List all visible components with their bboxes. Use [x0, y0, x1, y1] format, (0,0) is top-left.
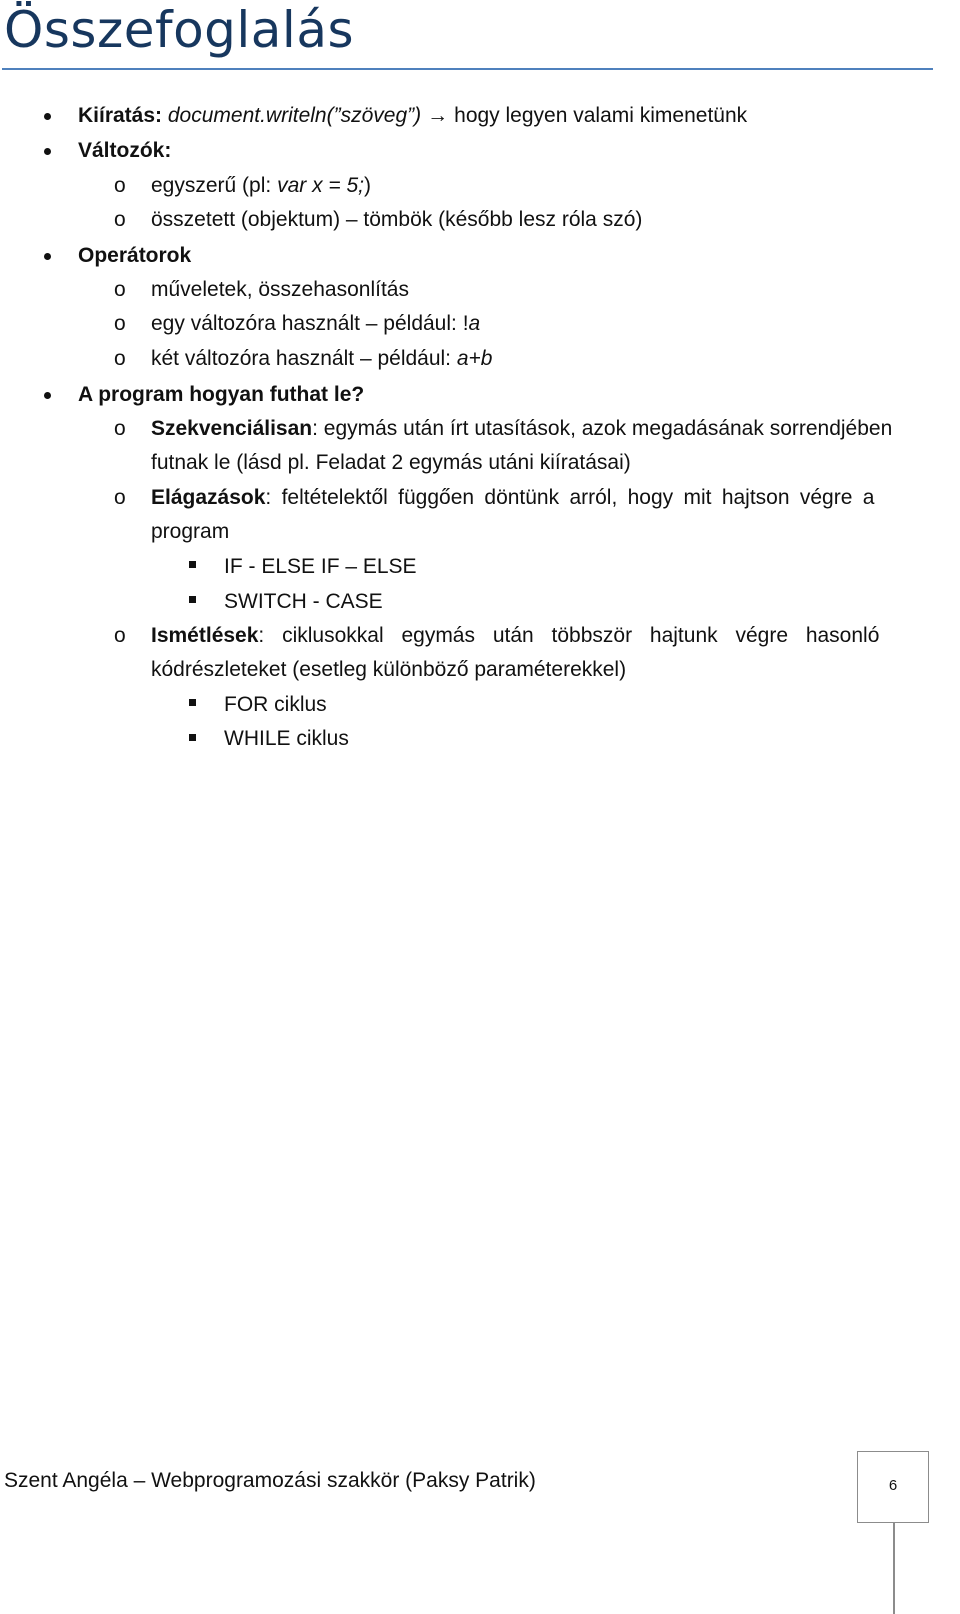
- title-underline: [2, 68, 933, 70]
- list-item-egy-valtozo: egy változóra használt – például: !a: [151, 312, 481, 335]
- list-item-while: WHILE ciklus: [224, 727, 349, 750]
- list-item-ismetlesek: Ismétlések: ciklusokkal egymás után többször hajtunk végre hasonló: [151, 624, 880, 647]
- list-item-muveletek: műveletek, összehasonlítás: [151, 278, 409, 301]
- square-bullet-icon: [189, 596, 196, 603]
- item-label: Elágazások: [151, 486, 266, 509]
- bullet-dot-icon: [44, 253, 51, 260]
- item-label: Szekvenciálisan: [151, 417, 313, 440]
- list-item-osszetett: összetett (objektum) – tömbök (később lesz róla szó): [151, 208, 643, 231]
- code-text: a+b: [456, 347, 493, 370]
- list-item-if-else: IF - ELSE IF – ELSE: [224, 555, 417, 578]
- square-bullet-icon: [189, 734, 196, 741]
- circle-bullet-icon: o: [114, 486, 126, 509]
- list-item-szekvencialis: Szekvenciálisan: egymás után írt utasítások, azok megadásának sorrendjében: [151, 417, 893, 440]
- bullet-dot-icon: [44, 392, 51, 399]
- code-text: document.writeln(”szöveg”): [167, 104, 422, 127]
- page-footer: Szent Angéla – Webprogramozási szakkör (Paksy Patrik): [4, 1469, 536, 1492]
- item-text: hogy legyen valami kimenetünk: [454, 104, 748, 127]
- list-item-szekvencialis-cont: futnak le (lásd pl. Feladat 2 egymás utáni kiíratásai): [151, 451, 631, 474]
- list-item-ismetlesek-cont: kódrészleteket (esetleg különböző paraméterekkel): [151, 658, 627, 681]
- item-label: Ismétlések: [151, 624, 259, 647]
- circle-bullet-icon: o: [114, 208, 126, 231]
- list-item-valtozok: Változók:: [78, 139, 172, 162]
- circle-bullet-icon: o: [114, 312, 126, 335]
- list-item-ket-valtozo: két változóra használt – például: a+b: [151, 347, 493, 370]
- list-item-switch-case: SWITCH - CASE: [224, 590, 383, 613]
- bullet-dot-icon: [44, 148, 51, 155]
- list-item-for: FOR ciklus: [224, 693, 327, 716]
- circle-bullet-icon: o: [114, 347, 126, 370]
- page-title: Összefoglalás: [4, 1, 355, 59]
- list-item-elagazasok: Elágazások: feltételektől függően döntünk arról, hogy mit hajtson végre a: [151, 486, 875, 509]
- circle-bullet-icon: o: [114, 278, 126, 301]
- bullet-dot-icon: [44, 113, 51, 120]
- circle-bullet-icon: o: [114, 624, 126, 647]
- code-text: a: [468, 312, 481, 335]
- list-item-operatorok: Operátorok: [78, 244, 192, 267]
- square-bullet-icon: [189, 561, 196, 568]
- list-item-program: A program hogyan futhat le?: [78, 383, 365, 406]
- page-number-connector: [893, 1522, 895, 1614]
- circle-bullet-icon: o: [114, 174, 126, 197]
- list-item-elagazasok-cont: program: [151, 520, 230, 543]
- list-item-kiiratas: [78, 103, 747, 129]
- list-item-egyszeru: egyszerű (pl: var x = 5;): [151, 174, 372, 197]
- circle-bullet-icon: o: [114, 417, 126, 440]
- page-number: 6: [888, 1477, 898, 1494]
- square-bullet-icon: [189, 699, 196, 706]
- code-text: var x = 5;: [277, 174, 365, 197]
- item-label: Kiíratás:: [78, 104, 163, 127]
- arrow-right-icon: →: [427, 104, 449, 127]
